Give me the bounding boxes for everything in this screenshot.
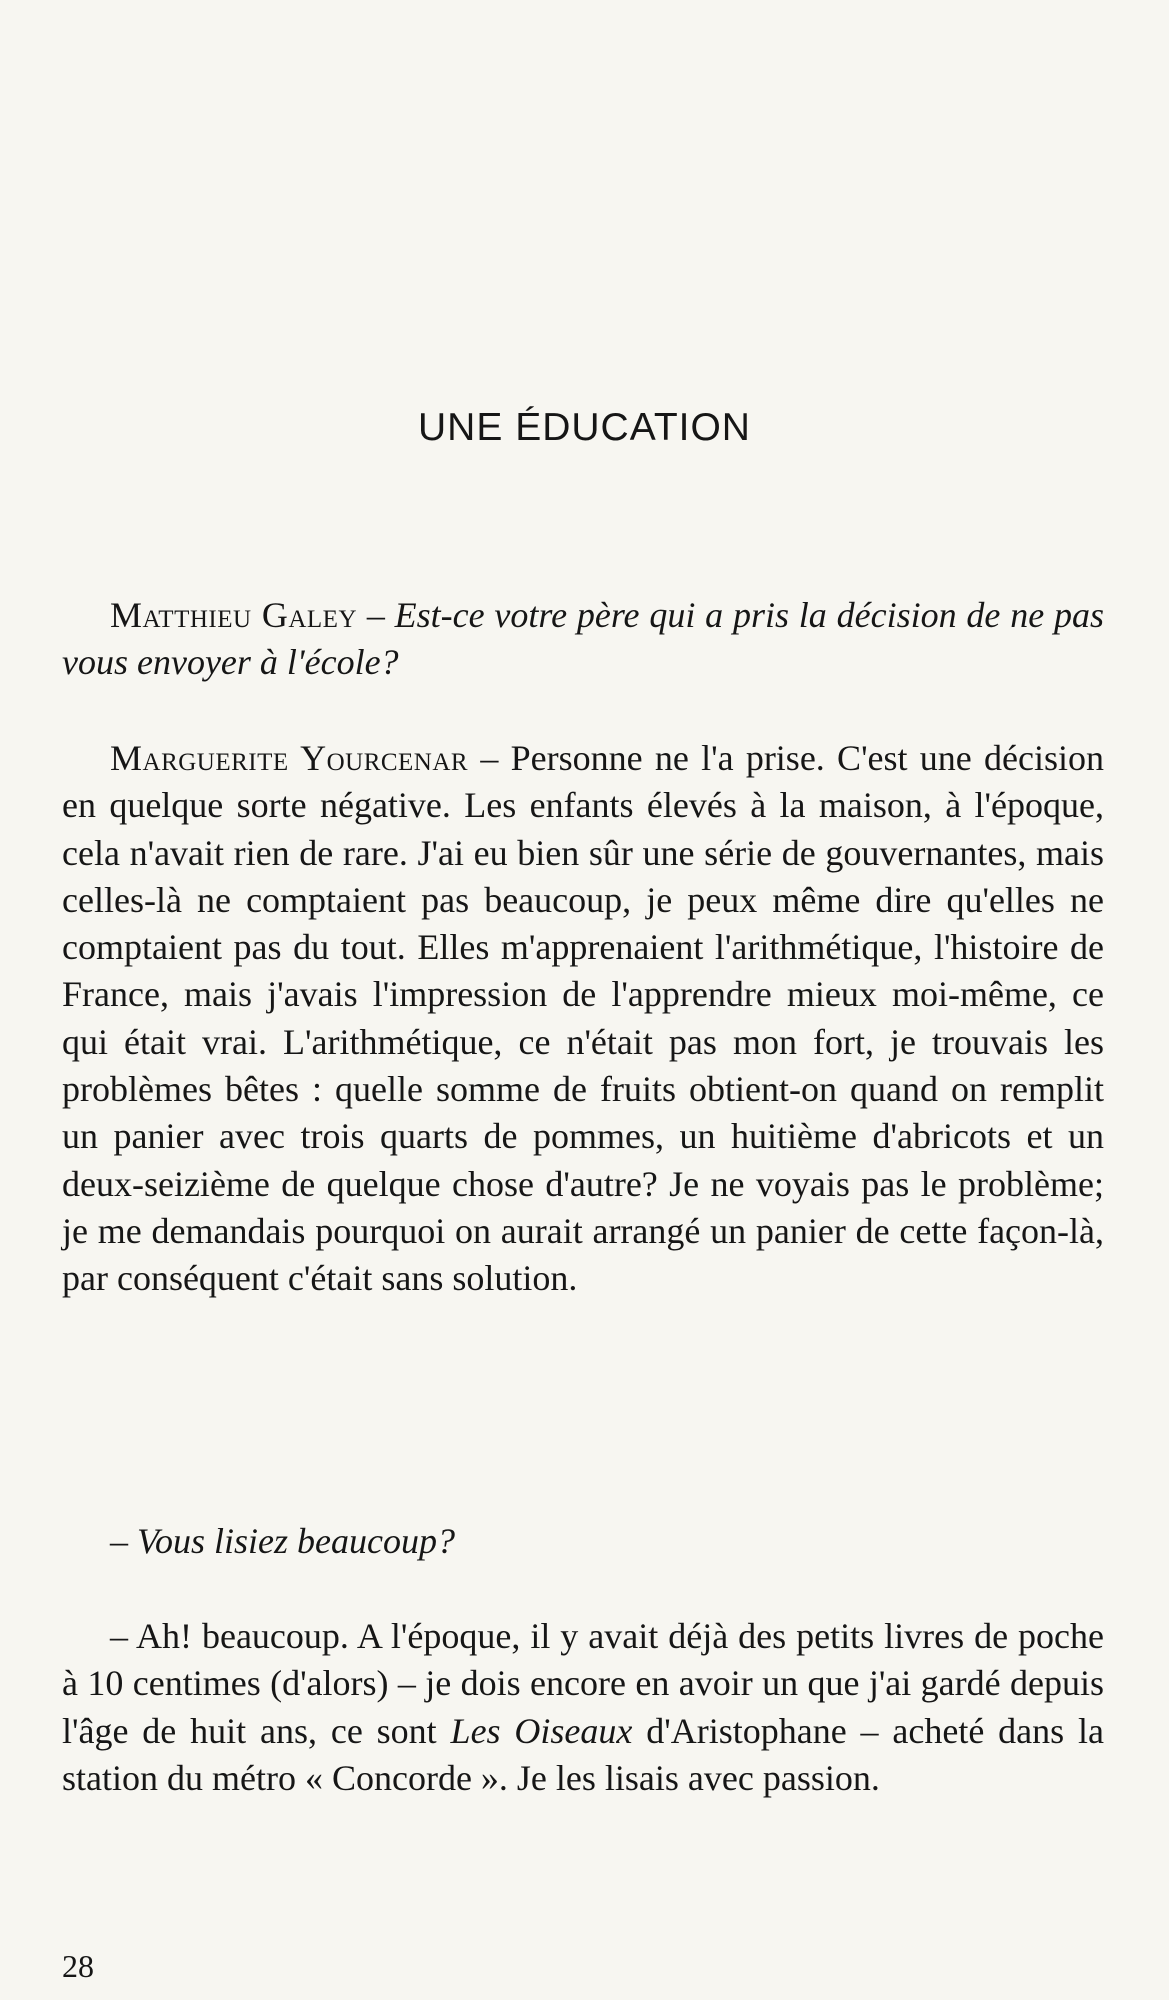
answer-text-2-after: d'Aristophane – acheté dans la station du métro « Concorde ». Je les lisais avec passion. bbox=[62, 1710, 1105, 1798]
answer-paragraph-2 bbox=[62, 1613, 1104, 1802]
question-paragraph-2 bbox=[62, 1518, 1104, 1565]
page-number: 28 bbox=[62, 1948, 94, 1984]
answer-text-2-before: Ah! beaucoup. A l'époque, il y avait déjà des petits livres de poche à 10 centimes (d'alors) – je dois encore en avoir un que j'ai gardé depuis l'âge de huit ans, ce sont bbox=[62, 1616, 1104, 1751]
book-title: Les Oiseaux bbox=[450, 1710, 633, 1751]
question-paragraph-1 bbox=[62, 592, 1104, 687]
speaker-yourcenar: Marguerite Yourcenar bbox=[110, 738, 469, 778]
dash: – bbox=[366, 595, 385, 635]
question-text-1: Est-ce votre père qui a pris la décision de ne pas vous envoyer à l'école? bbox=[62, 595, 1105, 683]
dash: – bbox=[110, 1521, 128, 1561]
dash: – bbox=[480, 738, 499, 778]
chapter-title: UNE ÉDUCATION bbox=[418, 406, 751, 449]
dash: – bbox=[110, 1616, 128, 1656]
answer-text-1: Personne ne l'a prise. C'est une décision en quelque sorte négative. Les enfants élevés à la maison, à l'époque, cela n'avait rien de rare. J'ai eu bien sûr une série de gouvernantes, mais celles-là ne comptaient pas beaucoup, je peux même dire qu'elles ne comptaient pas du tout. Elles m'apprenaient l'arithmétique, l'histoire de France, mais j'avais l'impression de l'apprendre mieux moi-même, ce qui était vrai. L'arithmétique, ce n'était pas mon fort, je trouvais les problèmes bêtes : quelle somme de fruits obtient-on quand on remplit un panier avec trois quarts de pommes, un huitième d'abricots et un deux-seizième de quelque chose d'autre? Je ne voyais pas le problème; je me demandais pourquoi on aurait arrangé un panier de cette façon-là, par conséquent c'était sans solution. bbox=[62, 738, 1105, 1299]
question-text-2: Vous lisiez beaucoup? bbox=[137, 1521, 455, 1561]
speaker-galey: Matthieu Galey bbox=[110, 595, 358, 635]
answer-paragraph-1 bbox=[62, 735, 1104, 1303]
